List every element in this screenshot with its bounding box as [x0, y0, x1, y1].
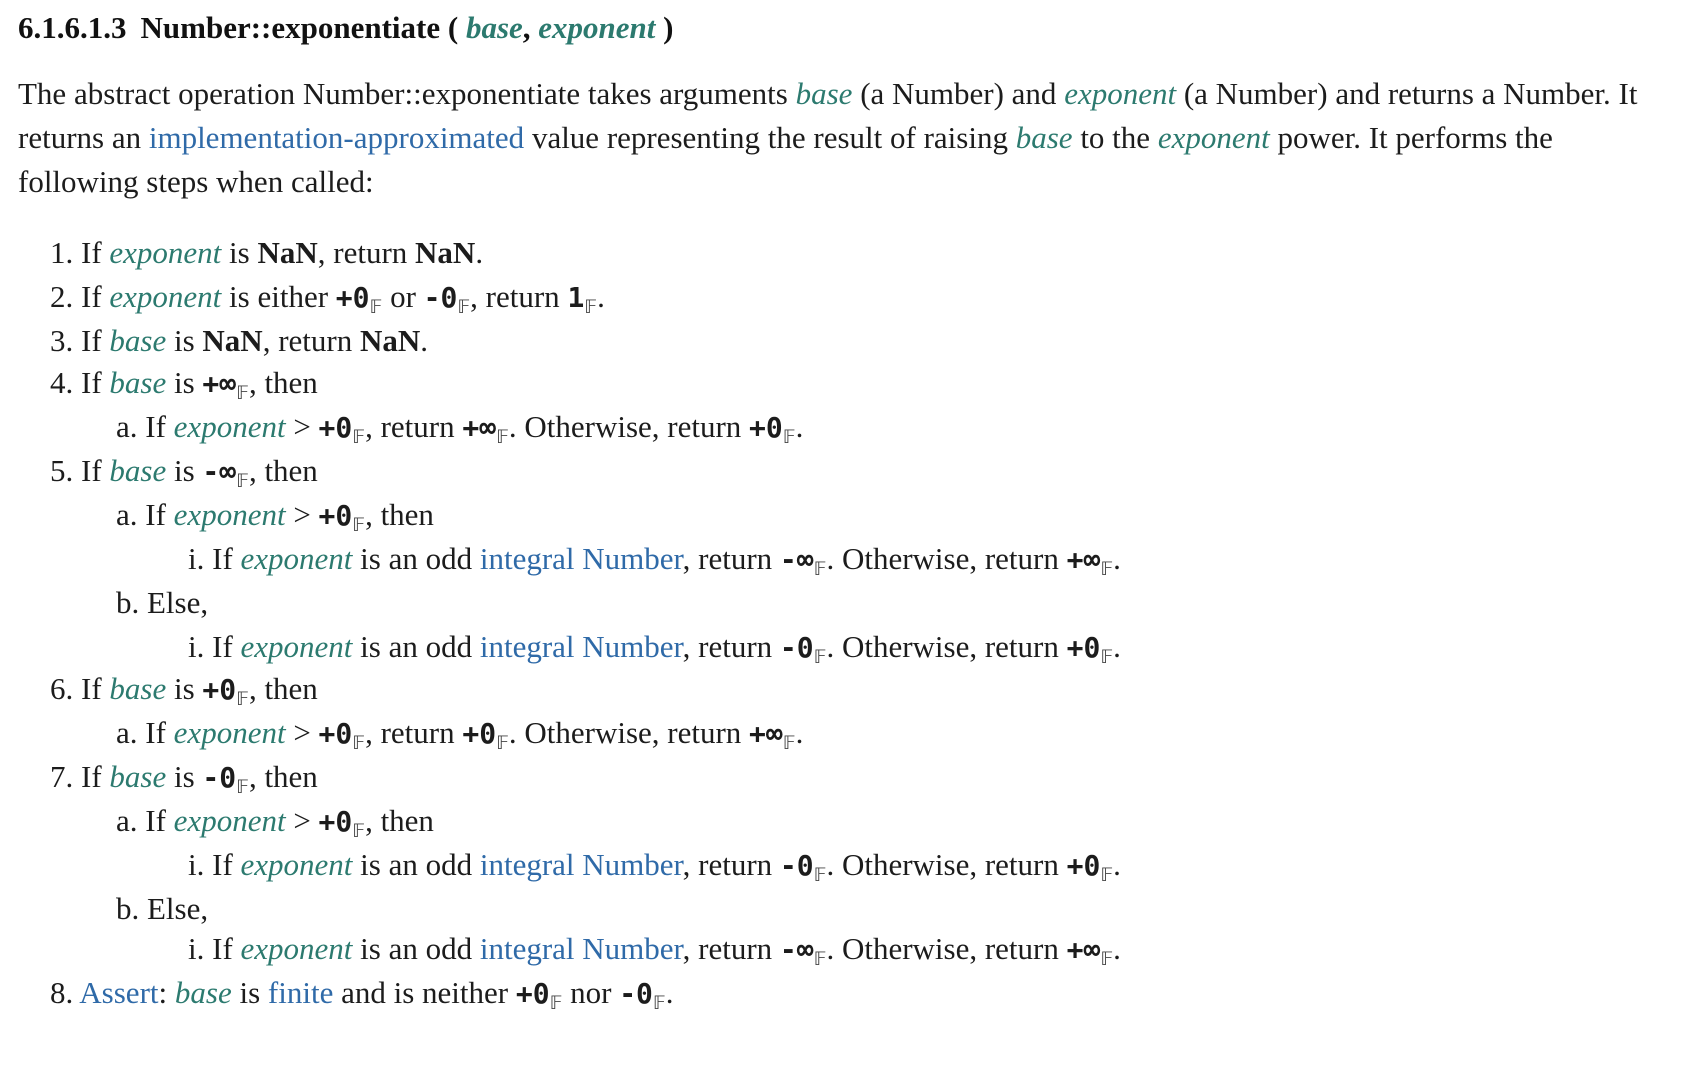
plus-zero-value: +0	[1066, 849, 1101, 882]
number-type-subscript: 𝔽	[496, 732, 509, 754]
number-type-subscript: 𝔽	[1100, 558, 1114, 580]
intro-text: value representing the result of raising	[524, 120, 1016, 155]
step-marker: 3.	[50, 323, 74, 358]
number-type-subscript: 𝔽	[352, 820, 366, 842]
number-type-subscript: 𝔽	[813, 864, 827, 886]
finite-link[interactable]: finite	[267, 975, 334, 1010]
step-marker: i.	[188, 847, 205, 882]
operator: >	[293, 715, 311, 750]
intro-text: The abstract operation Number::exponentiate takes arguments	[18, 76, 796, 111]
step-4: 4. If base is $+\infty_𝔽$, then	[50, 365, 318, 404]
step-marker: b.	[116, 585, 140, 620]
step-7ai: i. If exponent is an odd integral Number, return $-0_𝔽$. Otherwise, return $+0_𝔽$.	[188, 847, 1121, 886]
word: return	[485, 279, 560, 314]
plus-zero-value: +0	[318, 805, 353, 838]
word: then	[264, 671, 318, 706]
open-paren: (	[447, 10, 459, 45]
var-exponent[interactable]: exponent	[240, 629, 353, 664]
number-type-subscript: 𝔽	[352, 732, 366, 754]
word: Otherwise, return	[841, 541, 1059, 576]
word: then	[264, 453, 318, 488]
plus-zero-value: +0	[318, 717, 353, 750]
integral-number-link[interactable]: integral Number	[479, 629, 683, 664]
minus-infinity-value: -∞	[202, 455, 237, 488]
close-paren: )	[663, 10, 674, 45]
word: return	[380, 409, 455, 444]
plus-zero-value: +0	[749, 411, 783, 444]
step-marker: 4.	[50, 365, 74, 400]
word: If	[212, 931, 233, 966]
plus-zero-value: +0	[318, 411, 353, 444]
plus-zero-value: +0	[515, 977, 550, 1010]
number-type-subscript: 𝔽	[782, 426, 796, 448]
word: If	[81, 235, 102, 270]
word: then	[380, 497, 434, 532]
word: return	[698, 931, 773, 966]
number-type-subscript: 𝔽	[584, 296, 598, 318]
var-base[interactable]: base	[174, 975, 232, 1010]
step-marker: i.	[188, 541, 205, 576]
word: If	[145, 409, 166, 444]
number-type-subscript: 𝔽	[236, 470, 249, 492]
var-exponent[interactable]: exponent	[173, 497, 286, 532]
word: If	[81, 365, 102, 400]
var-exponent[interactable]: exponent	[1157, 120, 1270, 155]
nan-value: NaN	[202, 323, 263, 358]
number-type-subscript: 𝔽	[813, 646, 827, 668]
word: nor	[570, 975, 612, 1010]
plus-infinity-value: +∞	[1066, 543, 1101, 576]
intro-paragraph	[18, 72, 1668, 204]
plus-zero-value: +0	[462, 717, 497, 750]
var-exponent[interactable]: exponent	[173, 715, 286, 750]
var-base[interactable]: base	[1015, 120, 1073, 155]
step-marker: a.	[116, 409, 138, 444]
number-type-subscript: 𝔽	[549, 992, 563, 1014]
word: or	[390, 279, 416, 314]
var-exponent[interactable]: exponent	[240, 847, 353, 882]
word: return	[380, 715, 455, 750]
word: Otherwise, return	[841, 847, 1059, 882]
plus-zero-value: +0	[1066, 631, 1101, 664]
var-exponent[interactable]: exponent	[1064, 76, 1177, 111]
word: If	[81, 759, 102, 794]
step-7a: a. If exponent > $+0_𝔽$, then	[116, 803, 434, 842]
intro-text: (a Number) and returns a Number. It returns an	[18, 76, 1638, 155]
plus-zero-value: +0	[202, 673, 237, 706]
word: is	[173, 365, 195, 400]
step-8: 8. Assert: base is finite and is neither $+0_𝔽$ nor $-0_𝔽$.	[50, 975, 674, 1014]
word: is	[173, 453, 195, 488]
nan-value: NaN	[359, 323, 421, 358]
word: return	[698, 541, 773, 576]
step-6: 6. If base is $+0_𝔽$, then	[50, 671, 318, 710]
word: is	[229, 235, 250, 270]
plus-infinity-value: +∞	[462, 411, 497, 444]
step-marker: i.	[188, 629, 205, 664]
word: return	[278, 323, 353, 358]
word: is	[239, 975, 261, 1010]
word: If	[81, 453, 102, 488]
word: Otherwise, return	[524, 409, 742, 444]
step-7b	[116, 890, 208, 928]
nan-value: NaN	[257, 235, 318, 270]
word: Otherwise, return	[841, 629, 1059, 664]
plus-zero-value: +0	[335, 281, 370, 314]
param-base[interactable]: base	[465, 10, 523, 45]
word: return	[698, 629, 773, 664]
number-type-subscript: 𝔽	[1100, 948, 1114, 970]
intro-text: power. It performs the following steps when called:	[18, 120, 1553, 199]
var-exponent[interactable]: exponent	[173, 803, 286, 838]
word: is an odd	[360, 629, 473, 664]
nan-value: NaN	[415, 235, 476, 270]
step-5ai: i. If exponent is an odd integral Number, return $-\infty_𝔽$. Otherwise, return $+\infty_𝔽$.	[188, 541, 1121, 580]
step-3: 3. If base is NaN, return NaN.	[50, 323, 429, 358]
word: is either	[229, 279, 329, 314]
number-type-subscript: 𝔽	[813, 948, 827, 970]
step-5a: a. If exponent > $+0_𝔽$, then	[116, 497, 434, 536]
word: is an odd	[360, 931, 473, 966]
one-value: 1	[567, 281, 585, 314]
word: return	[333, 235, 408, 270]
step-5b	[116, 584, 208, 622]
var-base[interactable]: base	[109, 671, 167, 706]
plus-infinity-value: +∞	[1066, 933, 1101, 966]
word: Else,	[147, 585, 209, 620]
word: then	[264, 759, 318, 794]
word: is	[173, 759, 195, 794]
number-type-subscript: 𝔽	[813, 558, 827, 580]
step-2: 2. If exponent is either $+0_𝔽$ or $-0_𝔽$, return $1_𝔽$.	[50, 279, 605, 318]
word: If	[81, 323, 102, 358]
word: is an odd	[360, 847, 473, 882]
word: Else,	[147, 891, 209, 926]
number-type-subscript: 𝔽	[652, 992, 666, 1014]
step-marker: a.	[116, 497, 138, 532]
word: If	[145, 803, 166, 838]
var-base[interactable]: base	[795, 76, 853, 111]
step-7: 7. If base is $-0_𝔽$, then	[50, 759, 318, 798]
implementation-approximated-link[interactable]: implementation-approximated	[148, 120, 525, 155]
minus-zero-value: -0	[779, 631, 814, 664]
integral-number-link[interactable]: integral Number	[479, 847, 683, 882]
word: If	[145, 715, 166, 750]
word: Otherwise, return	[524, 715, 742, 750]
word: is	[173, 323, 195, 358]
operator: >	[293, 409, 311, 444]
number-type-subscript: 𝔽	[457, 296, 471, 318]
var-exponent[interactable]: exponent	[109, 279, 222, 314]
step-4a: a. If exponent > $+0_𝔽$, return $+\infty_𝔽$. Otherwise, return $+0_𝔽$.	[116, 409, 804, 448]
step-marker: 2.	[50, 279, 74, 314]
step-5: 5. If base is $-\infty_𝔽$, then	[50, 453, 318, 492]
number-type-subscript: 𝔽	[1100, 864, 1114, 886]
minus-zero-value: -0	[202, 761, 237, 794]
step-marker: 7.	[50, 759, 74, 794]
word: then	[380, 803, 434, 838]
step-7bi: i. If exponent is an odd integral Number, return $-\infty_𝔽$. Otherwise, return $+\infty_𝔽$.	[188, 931, 1121, 970]
step-5bi: i. If exponent is an odd integral Number, return $-0_𝔽$. Otherwise, return $+0_𝔽$.	[188, 629, 1121, 668]
step-marker: 5.	[50, 453, 74, 488]
step-marker: 8.	[50, 975, 74, 1010]
integral-number-link[interactable]: integral Number	[479, 931, 683, 966]
minus-zero-value: -0	[779, 849, 814, 882]
plus-infinity-value: +∞	[202, 367, 237, 400]
integral-number-link[interactable]: integral Number	[479, 541, 683, 576]
word: If	[81, 279, 102, 314]
intro-text: (a Number) and	[852, 76, 1065, 111]
number-type-subscript: 𝔽	[352, 514, 366, 536]
var-exponent[interactable]: exponent	[109, 235, 222, 270]
plus-infinity-value: +∞	[749, 717, 783, 750]
step-marker: a.	[116, 803, 138, 838]
word: then	[264, 365, 318, 400]
intro-text: to the	[1072, 120, 1158, 155]
step-6a: a. If exponent > $+0_𝔽$, return $+0_𝔽$. Otherwise, return $+\infty_𝔽$.	[116, 715, 804, 754]
word: is	[173, 671, 195, 706]
step-marker: b.	[116, 891, 140, 926]
var-base[interactable]: base	[109, 365, 167, 400]
number-type-subscript: 𝔽	[236, 776, 249, 798]
word: If	[212, 629, 233, 664]
var-exponent[interactable]: exponent	[173, 409, 286, 444]
param-exponent[interactable]: exponent	[538, 10, 656, 45]
var-base[interactable]: base	[109, 453, 167, 488]
var-base[interactable]: base	[109, 759, 167, 794]
word: is an odd	[360, 541, 473, 576]
step-marker: 1.	[50, 235, 74, 270]
operator: >	[293, 497, 311, 532]
step-marker: a.	[116, 715, 138, 750]
word: If	[145, 497, 166, 532]
section-number: 6.1.6.1.3	[18, 10, 127, 45]
var-exponent[interactable]: exponent	[240, 931, 353, 966]
word: If	[212, 847, 233, 882]
number-type-subscript: 𝔽	[1100, 646, 1114, 668]
number-type-subscript: 𝔽	[236, 688, 249, 710]
operation-name: Number::exponentiate	[140, 10, 441, 45]
number-type-subscript: 𝔽	[782, 732, 796, 754]
step-marker: i.	[188, 931, 205, 966]
number-type-subscript: 𝔽	[496, 426, 509, 448]
minus-infinity-value: -∞	[779, 543, 814, 576]
param-separator: ,	[522, 10, 531, 45]
minus-zero-value: -0	[423, 281, 458, 314]
word: return	[698, 847, 773, 882]
word: Otherwise, return	[841, 931, 1059, 966]
word: If	[212, 541, 233, 576]
number-type-subscript: 𝔽	[369, 296, 383, 318]
step-1: 1. If exponent is NaN, return NaN.	[50, 235, 484, 270]
number-type-subscript: 𝔽	[352, 426, 366, 448]
word: If	[81, 671, 102, 706]
operator: >	[293, 803, 311, 838]
var-base[interactable]: base	[109, 323, 167, 358]
word: and is neither	[341, 975, 509, 1010]
step-marker: 6.	[50, 671, 74, 706]
minus-infinity-value: -∞	[779, 933, 814, 966]
assert-link[interactable]: Assert	[79, 975, 159, 1010]
number-type-subscript: 𝔽	[236, 382, 249, 404]
var-exponent[interactable]: exponent	[240, 541, 353, 576]
plus-zero-value: +0	[318, 499, 353, 532]
minus-zero-value: -0	[619, 977, 653, 1010]
clause-heading	[18, 10, 673, 46]
